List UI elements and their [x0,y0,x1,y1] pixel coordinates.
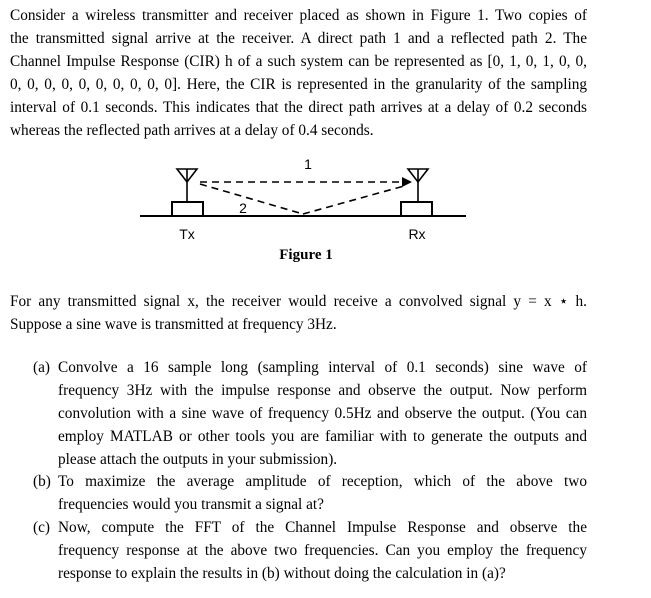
intro-line: Channel Impulse Response (CIR) h of a such system can be represented as [0, 1, 0, 1, 0, 0, [10,53,587,70]
intro-line: the transmitted signal arrive at the receiver. A direct path 1 and a reflected path 2. The [10,30,587,47]
intro-line: whereas the reflected path arrives at a delay of 0.4 seconds. [10,122,374,139]
question-line: employ MATLAB or other tools you are familiar with to generate the outputs and [58,428,587,445]
figure-1-diagram [140,150,470,270]
tx-box [172,202,203,216]
arrow-head-icon [402,177,412,187]
rx-box [401,202,432,216]
question-line: Now, compute the FFT of the Channel Impulse Response and observe the [58,519,587,536]
tx-antenna-icon [177,169,197,202]
question-line: frequency 3Hz with the impulse response and observe the output. Now perform [58,382,587,399]
reflected-path-line [200,184,303,214]
reflected-path-line [303,186,404,214]
intro-line: 0, 0, 0, 0, 0, 0, 0, 0, 0, 0]. Here, the CIR is represented in the granularity of the sampling [10,76,587,93]
intro-line: Consider a wireless transmitter and receiver placed as shown in Figure 1. Two copies of [10,7,587,24]
intro-line: interval of 0.1 seconds. This indicates that the direct path arrives at a delay of 0.2 seconds [10,99,587,116]
question-label: (a) [33,359,50,376]
paragraph-line: For any transmitted signal x, the receiver would receive a convolved signal y = x ⋆ h. [10,293,587,310]
figure-caption: Figure 1 [279,247,333,263]
question-line: frequency response at the above two frequencies. Can you employ the frequency [58,542,587,559]
paragraph-line: Suppose a sine wave is transmitted at frequency 3Hz. [10,316,337,333]
question-line: please attach the outputs in your submission). [58,451,338,468]
question-line: To maximize the average amplitude of reception, which of the above two [58,473,587,490]
path-2-label: 2 [239,200,247,216]
question-line: frequencies would you transmit a signal at? [58,496,324,513]
rx-label: Rx [408,226,426,242]
question-line: convolution with a sine wave of frequency 0.5Hz and observe the output. (You can [58,405,587,422]
question-label: (b) [33,473,51,490]
path-1-label: 1 [304,156,312,172]
question-line: response to explain the results in (b) without doing the calculation in (a)? [58,565,506,582]
question-label: (c) [33,519,50,536]
question-line: Convolve a 16 sample long (sampling interval of 0.1 seconds) sine wave of [58,359,587,376]
tx-label: Tx [179,226,195,242]
rx-antenna-icon [408,169,428,202]
